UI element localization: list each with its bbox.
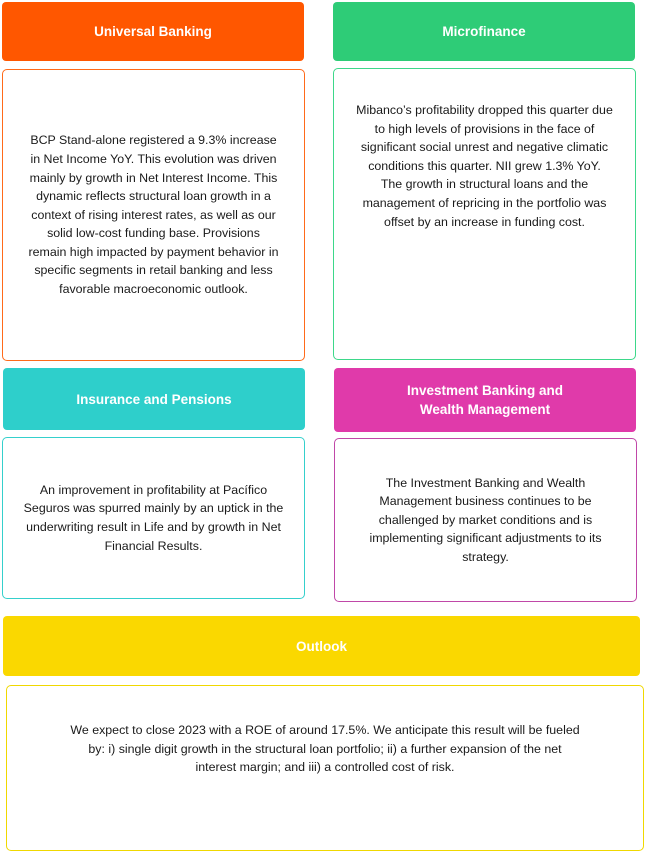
outlook-text: We expect to close 2023 with a ROE of around 17.5%. We anticipate this result will be fueled by: i) single digit growth in the structural loan portfolio; ii) a further expansion of the net interest margin; and iii) a controlled cost of risk. [70, 723, 580, 775]
outlook-panel [6, 685, 644, 851]
microfinance-header [333, 2, 635, 61]
investment-banking-title-line2: Wealth Management [419, 402, 551, 417]
outlook-header [3, 616, 640, 676]
insurance-pensions-panel [2, 437, 305, 599]
universal-banking-title: Universal Banking [94, 24, 212, 39]
microfinance-panel [333, 68, 636, 360]
insurance-pensions-header [3, 368, 305, 430]
universal-banking-panel [2, 69, 305, 361]
investment-banking-title [407, 381, 563, 419]
investment-banking-title-line1: Investment Banking and [406, 383, 564, 398]
insurance-pensions-title: Insurance and Pensions [76, 391, 232, 407]
microfinance-text: Mibanco’s profitability dropped this quarter due to high levels of provisions in the face of significant social unrest and negative climatic conditions this quarter. NII grew 1.3% YoY. The growth in structural loans and the management of repricing in the portfolio was offset by an increase in funding cost. [356, 103, 613, 229]
universal-banking-text: BCP Stand-alone registered a 9.3% increase in Net Income YoY. This evolution was driven mainly by growth in Net Interest Income. This dynamic reflects structural loan growth in a context of rising interest rates, as well as our solid low-cost funding base. Provisions remain high impacted by payment behavior in specific segments in retail banking and less favorable macroeconomic outlook. [28, 133, 279, 297]
insurance-pensions-text: An improvement in profitability at Pacífico Seguros was spurred mainly by an uptick in the underwriting result in Life and by growth in Net Financial Results. [23, 482, 284, 553]
universal-banking-header [2, 2, 304, 61]
outlook-title: Outlook [296, 638, 347, 654]
investment-banking-text: The Investment Banking and Wealth Management business continues to be challenged by market conditions and is implementing significant adjustments to its strategy. [369, 475, 602, 564]
investment-banking-header [334, 368, 636, 432]
microfinance-title: Microfinance [442, 24, 526, 39]
investment-banking-panel [334, 438, 637, 602]
